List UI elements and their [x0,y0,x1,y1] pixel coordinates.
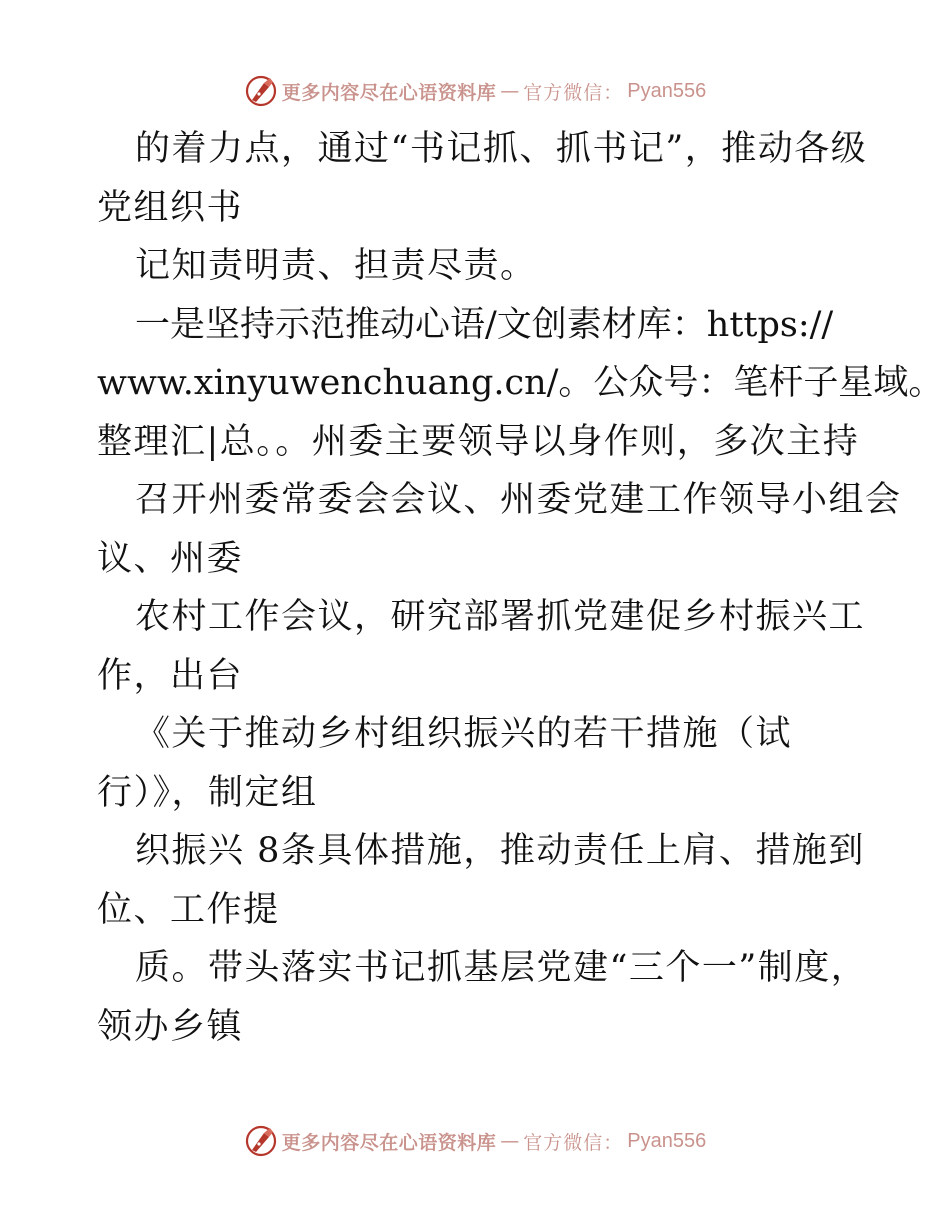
watermark-wechat-label: 官方微信： [523,81,624,104]
text-line: 一是坚持示范推动心语/文创素材库：https:// [135,304,834,345]
text-line: 位、工作提 [97,889,280,930]
watermark-text: 更多内容尽在心语资料库 [281,81,497,104]
text-line: 织振兴 8条具体措施，推动责任上肩、措施到 [135,831,865,871]
page-footer-watermark [0,1121,950,1161]
text-line: 召开州委常委会会议、州委党建工作领导小组会 [135,480,902,520]
text-line: 领办乡镇 [97,1006,244,1047]
text-line: 农村工作会议，研究部署抓党建促乡村振兴工 [135,597,866,637]
pen-nib-circle-icon [244,74,278,108]
document-body [97,120,944,1056]
text-line: 的着力点，通过“书记抓、抓书记”，推动各级 [135,129,868,169]
watermark-wechat-label: 官方微信： [523,1131,624,1154]
text-line: 议、州委 [97,538,244,579]
text-line: www.xinyuwenchuang.cn/。公众号：笔杆子星域。 [97,363,944,403]
watermark [244,74,707,108]
watermark-dash: — [500,80,520,102]
watermark-wechat-id: Pyan556 [627,1129,707,1152]
watermark-text: 更多内容尽在心语资料库 [281,1131,497,1154]
text-line: 记知责明责、担责尽责。 [135,246,537,286]
text-line: 行）》，制定组 [97,772,318,813]
text-line: 作，出台 [97,655,244,696]
text-line: 《关于推动乡村组织振兴的若干措施（试 [135,714,793,754]
text-line: 党组织书 [97,187,244,228]
text-line: 整理汇|总。。州委主要领导以身作则，多次主持 [97,421,860,462]
page-header-watermark [0,71,950,111]
pen-nib-circle-icon [244,1124,278,1158]
watermark-dash: — [500,1130,520,1152]
watermark-wechat-id: Pyan556 [627,79,707,102]
text-line: 质。带头落实书记抓基层党建“三个一”制度， [135,948,868,988]
watermark [244,1124,707,1158]
